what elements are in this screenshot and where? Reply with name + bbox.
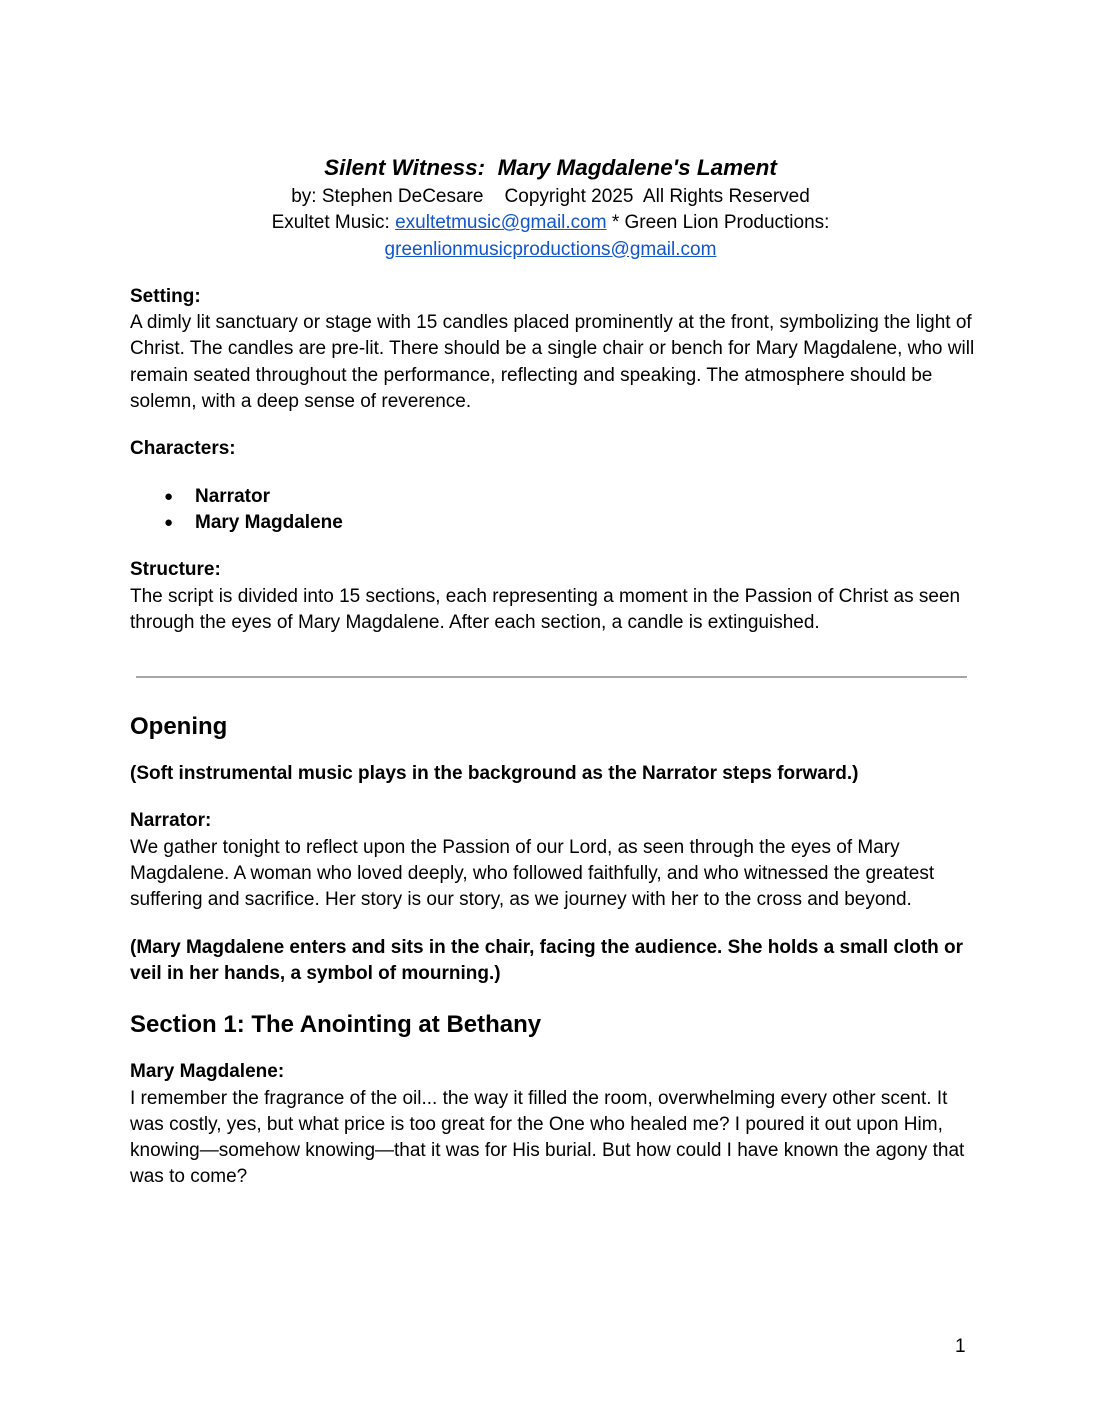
setting-text: A dimly lit sanctuary or stage with 15 candles placed prominently at the front, symbolizing the light of Christ. The candles are pre-lit. There should be a single chair or bench for Mary Magdalene, who will remain seated throughout the performance, reflecting and speaking. The atmosphere should be solemn, with a deep sense of reverence. (130, 312, 975, 413)
opening-stage-direction-2: (Mary Magdalene enters and sits in the chair, facing the audience. She holds a small cloth or veil in her hands, a symbol of mourning.) (130, 936, 964, 984)
exultet-email-link[interactable]: exultetmusic@gmail.com (395, 212, 607, 234)
page-number: 1 (955, 1336, 966, 1357)
character-name: Narrator (195, 485, 270, 507)
bullet-icon: ● (164, 487, 174, 505)
character-name: Mary Magdalene (195, 511, 343, 533)
document-title: Silent Witness: Mary Magdalene's Lament (324, 155, 777, 180)
section-1-text: I remember the fragrance of the oil... the way it filled the room, overwhelming every other scent. It was costly, yes, but what price is too great for the One who healed me? I poured it out upon Him, knowing—somehow knowing—that it was for His burial. But how could I have known the agony that was to come? (130, 1087, 965, 1188)
contact-middle: * Green Lion Productions: (606, 212, 830, 234)
characters-label: Characters: (130, 438, 236, 460)
section-1-block (130, 1059, 975, 1190)
structure-text: The script is divided into 15 sections, each representing a moment in the Passion of Christ as seen through the eyes of Mary Magdalene. After each section, a candle is extinguished. (130, 585, 961, 633)
contact-prefix: Exultet Music: (271, 212, 396, 234)
opening-stage-direction-1: (Soft instrumental music plays in the background as the Narrator steps forward.) (130, 763, 859, 785)
setting-block (130, 284, 975, 415)
narrator-text: We gather tonight to reflect upon the Passion of our Lord, as seen through the eyes of Mary Magdalene. A woman who loved deeply, who followed faithfully, and who witnessed the greatest suffering and sacrifice. Her story is our story, as we journey with her to the cross and beyond. (130, 836, 935, 911)
characters-block (130, 436, 975, 536)
document-body (130, 152, 975, 1191)
section-1-heading: Section 1: The Anointing at Bethany (130, 1011, 542, 1039)
structure-block (130, 557, 975, 636)
setting-label: Setting: (130, 285, 201, 307)
horizontal-divider (136, 676, 967, 678)
bullet-icon: ● (164, 513, 174, 531)
document-header (130, 152, 971, 263)
structure-label: Structure: (130, 559, 221, 581)
contact-line (130, 210, 971, 236)
narrator-block (130, 808, 975, 913)
author-byline: by: Stephen DeCesare Copyright 2025 All Rights Reserved (291, 186, 810, 207)
characters-list (130, 484, 975, 537)
character-item-narrator (130, 484, 975, 510)
character-item-mary-magdalene (130, 510, 975, 536)
greenlion-email-line (130, 237, 971, 263)
greenlion-email-link[interactable]: greenlionmusicproductions@gmail.com (384, 238, 717, 260)
narrator-label: Narrator: (130, 810, 212, 832)
mary-magdalene-label: Mary Magdalene: (130, 1061, 285, 1083)
opening-heading: Opening (130, 713, 228, 741)
